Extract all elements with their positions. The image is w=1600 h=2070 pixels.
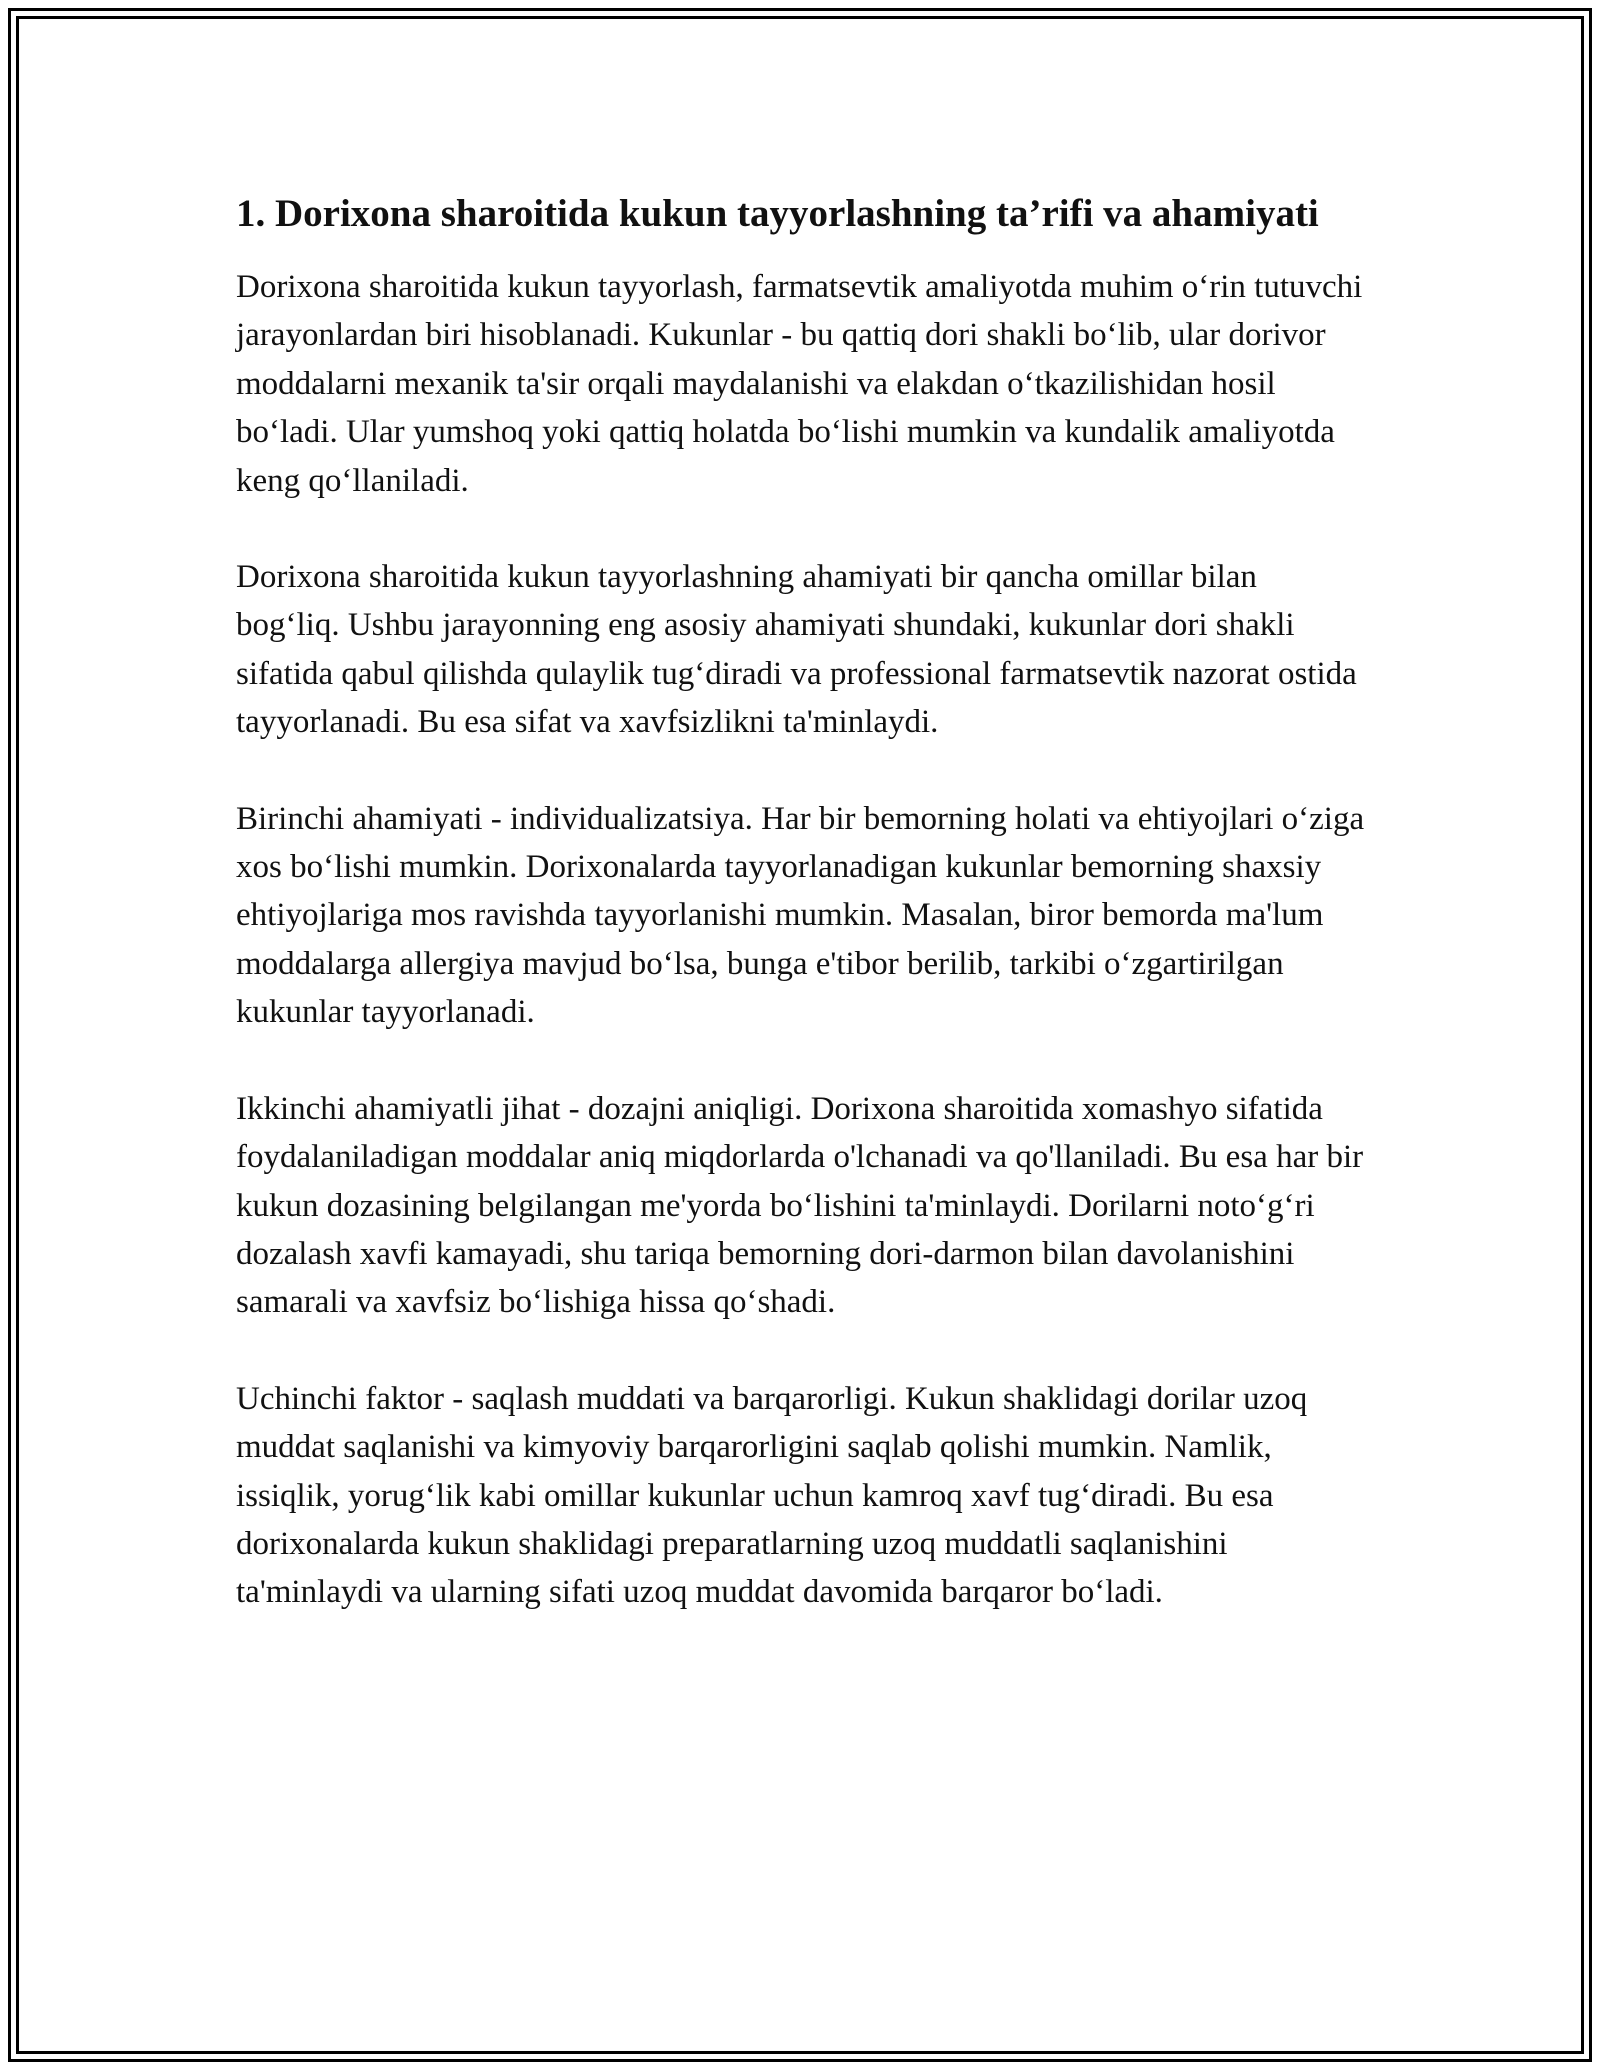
document-body — [236, 186, 1366, 1665]
paragraph-importance: Dorixona sharoitida kukun tayyorlashning ahamiyati bir qancha omillar bilan bog‘liq. Ushbu jarayonning eng asosiy ahamiyati shundaki, kukunlar dori shakli sifatida qabul qilishda qulaylik tug‘diradi va professional farmatsevtik nazorat ostida tayyorlanadi. Bu esa sifat va xavfsizlikni ta'minlaydi. — [236, 559, 1357, 741]
paragraph-individualization: Birinchi ahamiyati - individualizatsiya. Har bir bemorning holati va ehtiyojlari o‘ziga xos bo‘lishi mumkin. Dorixonalarda tayyorlanadigan kukunlar bemorning shaxsiy ehtiyojlariga mos ravishda tayyorlanishi mumkin. Masalan, biror bemorda ma'lum moddalarga allergiya mavjud bo‘lsa, bunga e'tibor berilib, tarkibi o‘zgartirilgan kukunlar tayyorlanadi. — [236, 800, 1365, 1031]
paragraph-definition: Dorixona sharoitida kukun tayyorlash, farmatsevtik amaliyotda muhim o‘rin tutuvchi jarayonlardan biri hisoblanadi. Kukunlar - bu qattiq dori shakli bo‘lib, ular dorivor moddalarni mexanik ta'sir orqali maydalanishi va elakdan o‘tkazilishidan hosil bo‘ladi. Ular yumshoq yoki qattiq holatda bo‘lishi mumkin va kundalik amaliyotda keng qo‘llaniladi. — [236, 269, 1363, 499]
section-heading: 1. Dorixona sharoitida kukun tayyorlashning ta’rifi va ahamiyati — [236, 192, 1319, 235]
paragraph-dosage-accuracy: Ikkinchi ahamiyatli jihat - dozajni aniqligi. Dorixona sharoitida xomashyo sifatida foydalaniladigan moddalar aniq miqdorlarda o'lchanadi va qo'llaniladi. Bu esa har bir kukun dozasining belgilangan me'yorda bo‘lishini ta'minlaydi. Dorilarni noto‘g‘ri dozalash xavfi kamayadi, shu tariqa bemorning dori-darmon bilan davolanishini samarali va xavfsiz bo‘lishiga hissa qo‘shadi. — [236, 1090, 1364, 1321]
paragraph-shelf-life: Uchinchi faktor - saqlash muddati va barqarorligi. Kukun shaklidagi dorilar uzoq muddat saqlanishi va kimyoviy barqarorligini saqlab qolishi mumkin. Namlik, issiqlik, yorug‘lik kabi omillar kukunlar uchun kamroq xavf tug‘diradi. Bu esa dorixonalarda kukun shaklidagi preparatlarning uzoq muddatli saqlanishini ta'minlaydi va ularning sifati uzoq muddat davomida barqaror bo‘ladi. — [236, 1380, 1308, 1611]
